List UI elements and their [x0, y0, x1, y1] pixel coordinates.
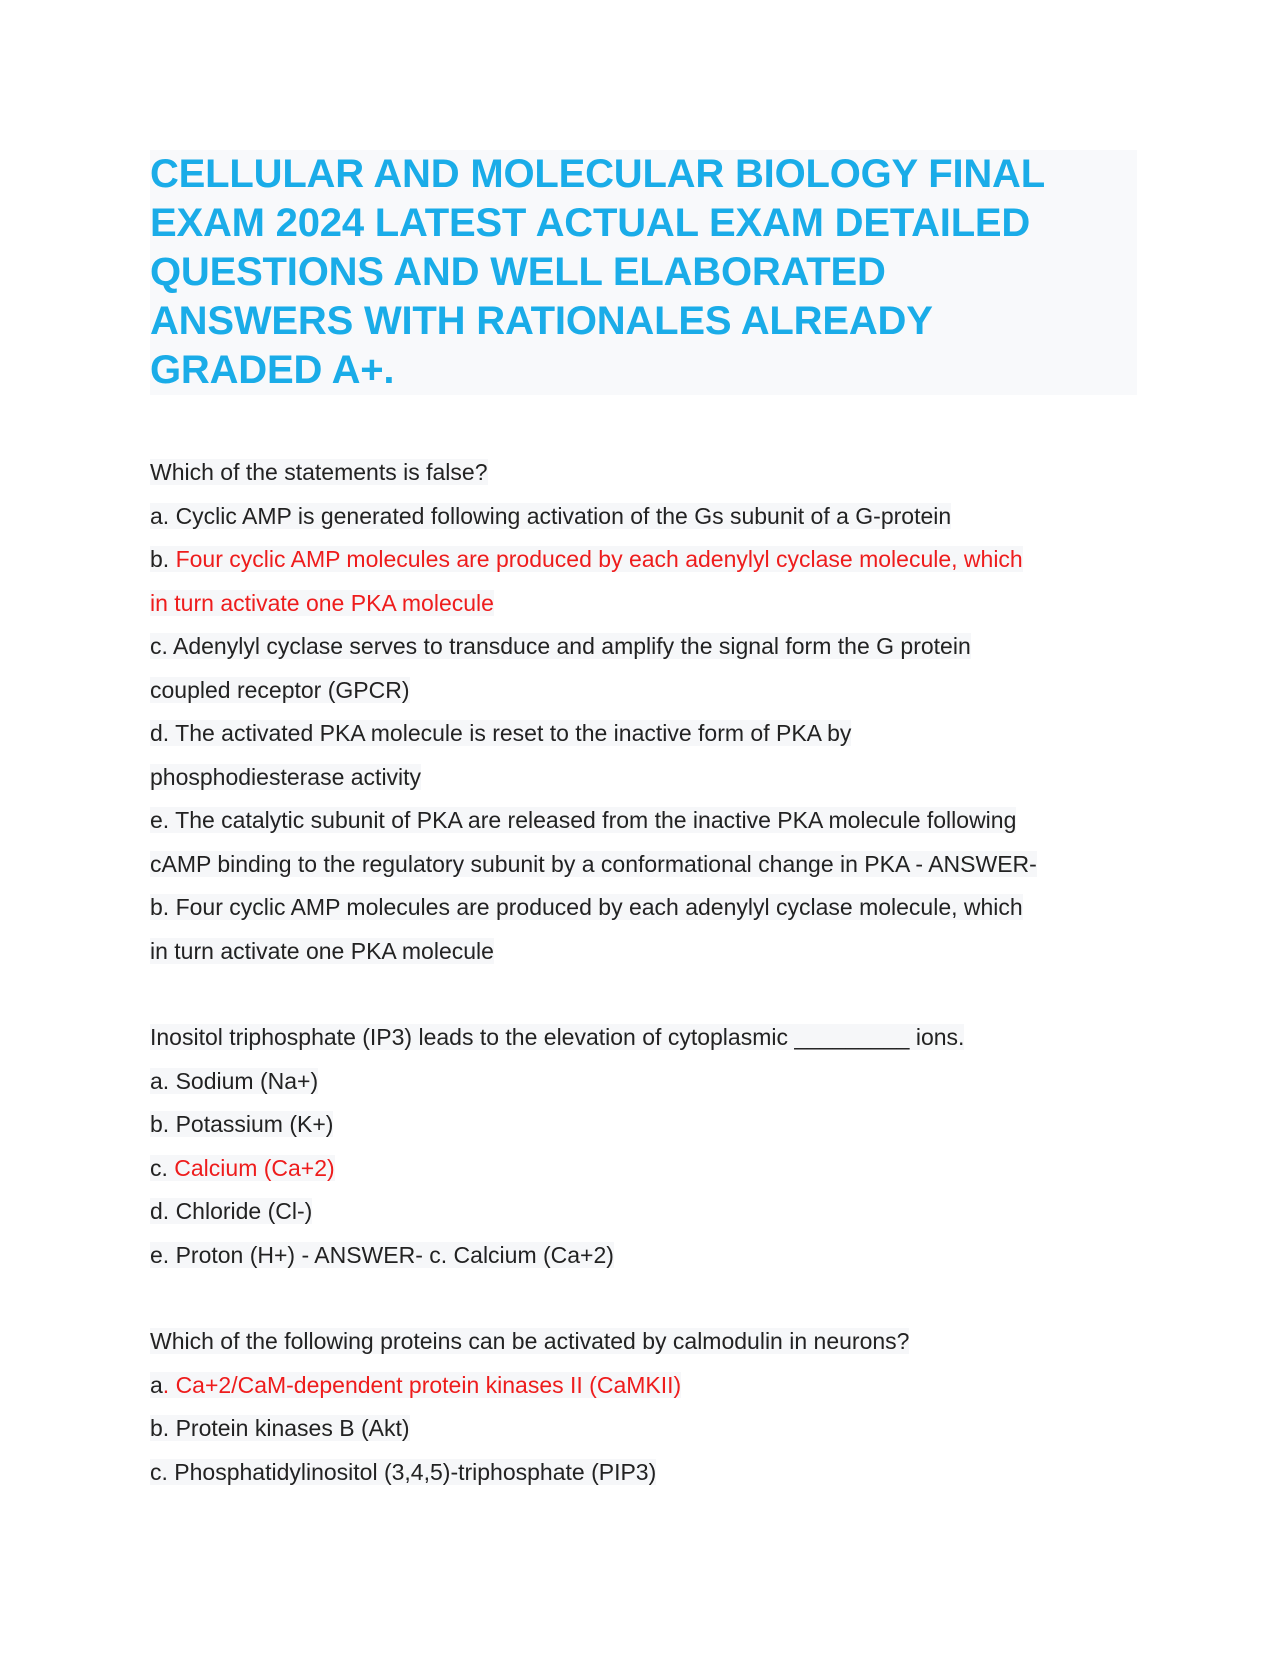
correct-answer-text: . Ca+2/CaM-dependent protein kinases II (CaMKII): [162, 1371, 682, 1398]
option-line-correct: a. Ca+2/CaM-dependent protein kinases II (CaMKII): [150, 1371, 682, 1398]
title-line: GRADED A+.: [150, 348, 395, 392]
answer-line: b. Four cyclic AMP molecules are produced by each adenylyl cyclase molecule, which: [150, 894, 1023, 920]
answer-line: cAMP binding to the regulatory subunit by a conformational change in PKA - ANSWER-: [150, 850, 1037, 877]
question-stem: Which of the following proteins can be activated by calmodulin in neurons?: [150, 1328, 910, 1354]
correct-answer-text: in turn activate one PKA molecule: [150, 589, 494, 616]
correct-answer-text: Calcium (Ca+2): [174, 1154, 335, 1181]
option-line: a. Sodium (Na+): [150, 1067, 319, 1094]
question-1: [150, 451, 1135, 973]
option-line: b. Protein kinases B (Akt): [150, 1415, 410, 1441]
question-3: [150, 1320, 1135, 1494]
question-stem: Which of the statements is false?: [150, 459, 488, 485]
title-line: CELLULAR AND MOLECULAR BIOLOGY FINAL: [150, 152, 1045, 196]
option-line: e. The catalytic subunit of PKA are released from the inactive PKA molecule following: [150, 807, 1017, 833]
option-line: coupled receptor (GPCR): [150, 676, 410, 703]
option-line: c. Phosphatidylinositol (3,4,5)-triphosphate (PIP3): [150, 1458, 657, 1485]
option-line: a. Cyclic AMP is generated following activation of the Gs subunit of a G-protein: [150, 502, 952, 529]
correct-answer-text: Four cyclic AMP molecules are produced by each adenylyl cyclase molecule, which: [175, 546, 1023, 572]
option-line: phosphodiesterase activity: [150, 763, 422, 790]
document-title-block: [150, 150, 1137, 395]
question-stem: Inositol triphosphate (IP3) leads to the elevation of cytoplasmic _________ ions.: [150, 1024, 965, 1050]
document-page: [150, 150, 1135, 1494]
document-title: [150, 150, 1133, 395]
answer-line: e. Proton (H+) - ANSWER- c. Calcium (Ca+2): [150, 1241, 614, 1268]
option-line-correct: [150, 582, 1135, 626]
title-line: QUESTIONS AND WELL ELABORATED: [150, 250, 886, 294]
question-2: [150, 1016, 1135, 1277]
option-line: d. Chloride (Cl-): [150, 1198, 313, 1224]
answer-line: in turn activate one PKA molecule: [150, 937, 494, 964]
option-line-correct: c. Calcium (Ca+2): [150, 1154, 335, 1181]
option-line: b. Potassium (K+): [150, 1111, 334, 1137]
option-line: d. The activated PKA molecule is reset to the inactive form of PKA by: [150, 720, 852, 746]
option-line: c. Adenylyl cyclase serves to transduce and amplify the signal form the G protein: [150, 633, 971, 659]
option-line-correct: b. Four cyclic AMP molecules are produced by each adenylyl cyclase molecule, which: [150, 546, 1023, 572]
title-line: ANSWERS WITH RATIONALES ALREADY: [150, 299, 933, 343]
title-line: EXAM 2024 LATEST ACTUAL EXAM DETAILED: [150, 201, 1031, 245]
